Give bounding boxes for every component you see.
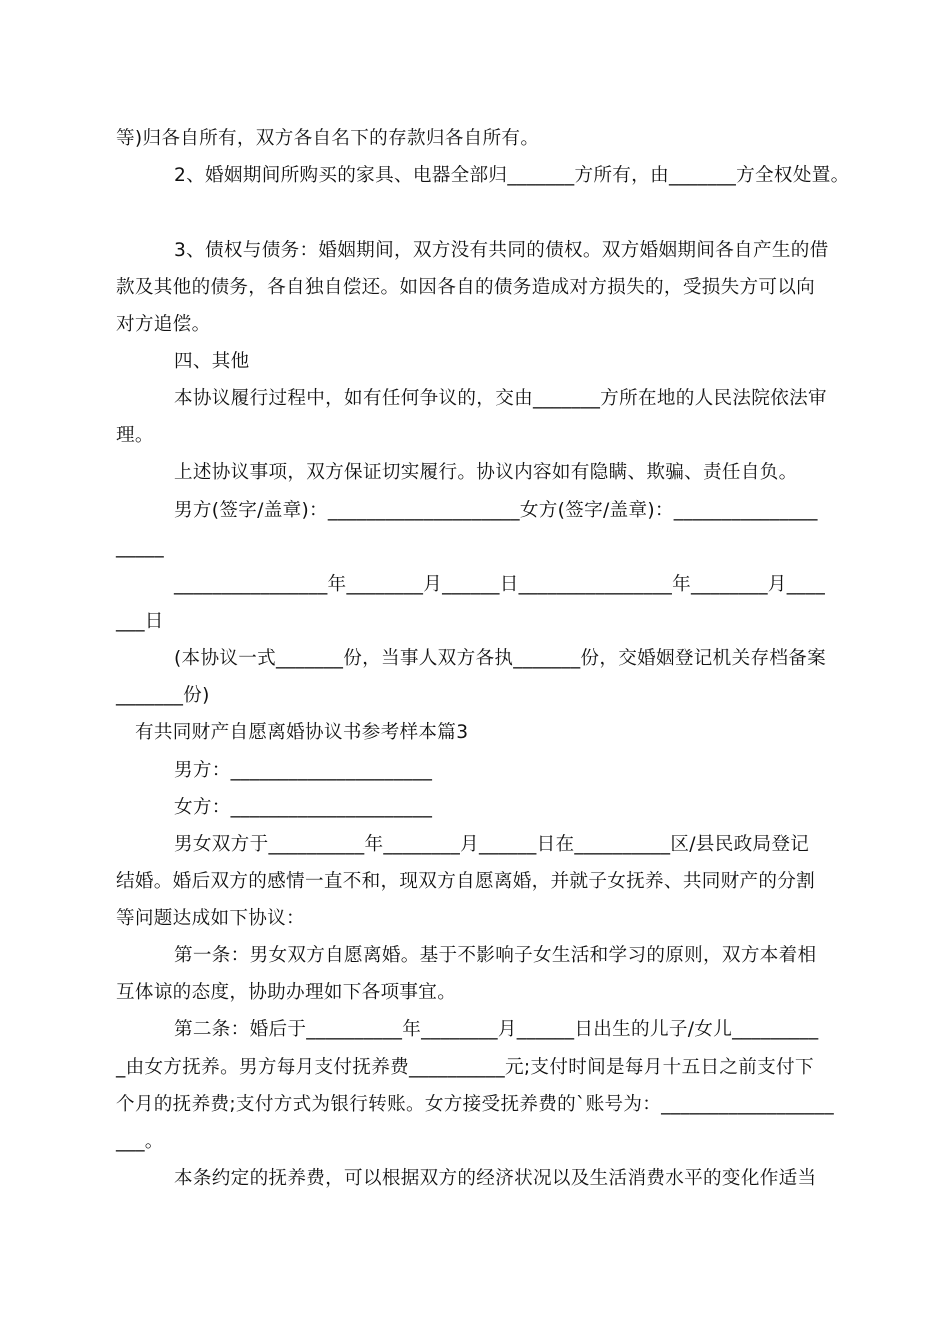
paragraph-line: 2、婚姻期间所购买的家具、电器全部归_______方所有，由_______方全权处置。 [174, 165, 850, 186]
section-heading: 四、其他 [174, 351, 250, 372]
date-line: ________________年________月______日________________年________月____ [174, 574, 826, 595]
document-title: 有共同财产自愿离婚协议书参考样本篇3 [135, 722, 469, 743]
paragraph-line: 结婚。婚后双方的感情一直不和，现双方自愿离婚，并就子女抚养、共同财产的分割 [116, 871, 816, 892]
paragraph-line: 等问题达成如下协议： [116, 908, 305, 929]
signature-line: _____ [116, 537, 164, 558]
party-line: 男方：_____________________ [174, 760, 433, 781]
paragraph-line: 款及其他的债务，各自独自偿还。如因各自的债务造成对方损失的，受损失方可以向 [116, 277, 816, 298]
date-line: ___日 [116, 611, 164, 632]
paragraph-line: (本协议一式_______份，当事人双方各执_______份，交婚姻登记机关存档备案 [174, 648, 827, 669]
paragraph-line: 上述协议事项，双方保证切实履行。协议内容如有隐瞒、欺骗、责任自负。 [174, 462, 798, 483]
paragraph-line: 第一条：男女双方自愿离婚。基于不影响子女生活和学习的原则，双方本着相 [174, 945, 817, 966]
paragraph-line: 对方追偿。 [116, 314, 211, 335]
paragraph-line: 互体谅的态度，协助办理如下各项事宜。 [116, 982, 457, 1003]
paragraph-line: 第二条：婚后于__________年________月______日出生的儿子/女儿_________ [174, 1019, 819, 1040]
signature-line: 男方(签字/盖章)：____________________女方(签字/盖章)：_______________ [174, 500, 818, 521]
paragraph-line: 个月的抚养费;支付方式为银行转账。女方接受抚养费的`账号为：__________________ [116, 1094, 834, 1115]
paragraph-line: _______份) [116, 685, 210, 706]
paragraph-line: _由女方抚养。男方每月支付抚养费__________元;支付时间是每月十五日之前支付下 [116, 1057, 814, 1078]
paragraph-line: 理。 [116, 425, 154, 446]
paragraph-line: 3、债权与债务：婚姻期间，双方没有共同的债权。双方婚姻期间各自产生的借 [174, 240, 829, 261]
paragraph-line: 本条约定的抚养费，可以根据双方的经济状况以及生活消费水平的变化作适当 [174, 1168, 817, 1189]
party-line: 女方：_____________________ [174, 797, 433, 818]
paragraph-line: 本协议履行过程中，如有任何争议的，交由_______方所在地的人民法院依法审 [174, 388, 827, 409]
paragraph-line: 等)归各自所有，双方各自名下的存款归各自所有。 [116, 128, 540, 149]
paragraph-line: ___。 [116, 1131, 164, 1152]
paragraph-line: 男女双方于__________年________月______日在__________区/县民政局登记 [174, 834, 810, 855]
